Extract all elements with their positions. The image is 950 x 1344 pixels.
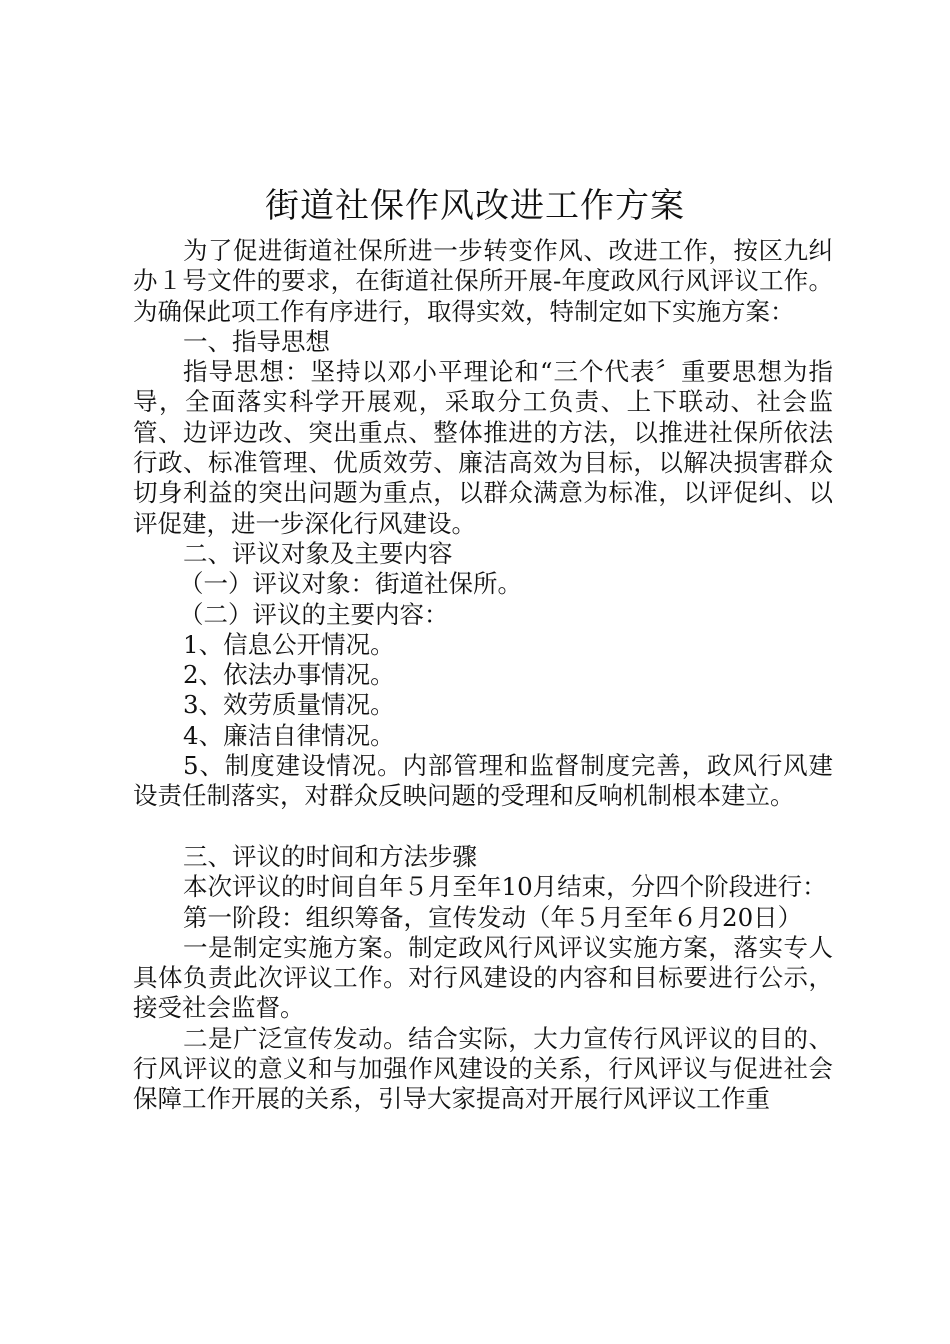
blank-line xyxy=(133,812,833,842)
section-heading-time-and-steps: 三、评议的时间和方法步骤 xyxy=(183,841,477,871)
section-heading-evaluation-targets: 二、评议对象及主要内容 xyxy=(183,538,453,568)
content-item-3: 3、效劳质量情况。 xyxy=(183,690,395,720)
content-item-4: 4、廉洁自律情况。 xyxy=(183,720,395,750)
evaluation-content-heading: （二）评议的主要内容： xyxy=(179,599,449,629)
document-title: 街道社保作风改进工作方案 xyxy=(265,186,685,226)
guiding-ideology-paragraph: 指导思想：坚持以邓小平理论和“三个代表〞重要思想为指导，全面落实科学开展观，采取分工负责、上下联动、社会监管、边评边改、突出重点、整体推进的方法，以推进社保所依法行政、标准管理、优质效劳、廉洁高效为目标，以解决损害群众切身利益的突出问题为重点，以群众满意为标准，以评促纠、以评促建，进一步深化行风建设。 xyxy=(133,357,833,538)
content-item-2: 2、依法办事情况。 xyxy=(183,660,395,690)
evaluation-target-item: （一）评议对象：街道社保所。 xyxy=(179,569,522,599)
phase-one-step-2: 二是广泛宣传发动。结合实际，大力宣传行风评议的目的、行风评议的意义和与加强作风建设的关系，行风评议与促进社会保障工作开展的关系，引导大家提高对开展行风评议工作重 xyxy=(133,1023,833,1114)
schedule-paragraph: 本次评议的时间自年５月至年10月结束，分四个阶段进行： xyxy=(183,872,827,902)
intro-paragraph: 为了促进街道社保所进一步转变作风、改进工作，按区九纠办１号文件的要求，在街道社保所开展-年度政风行风评议工作。为确保此项工作有序进行，取得实效，特制定如下实施方案： xyxy=(133,236,833,326)
content-item-1: 1、信息公开情况。 xyxy=(183,629,395,659)
content-item-5: 5、制度建设情况。内部管理和监督制度完善，政风行风建设责任制落实，对群众反映问题的受理和反响机制根本建立。 xyxy=(133,751,833,811)
section-heading-guiding-ideology: 一、指导思想 xyxy=(183,326,330,356)
document-body xyxy=(133,236,833,1115)
phase-one-heading: 第一阶段：组织筹备，宣传发动（年５月至年６月20日） xyxy=(183,902,803,932)
phase-one-step-1: 一是制定实施方案。制定政风行风评议实施方案，落实专人具体负责此次评议工作。对行风建设的内容和目标要进行公示，接受社会监督。 xyxy=(133,932,833,1023)
